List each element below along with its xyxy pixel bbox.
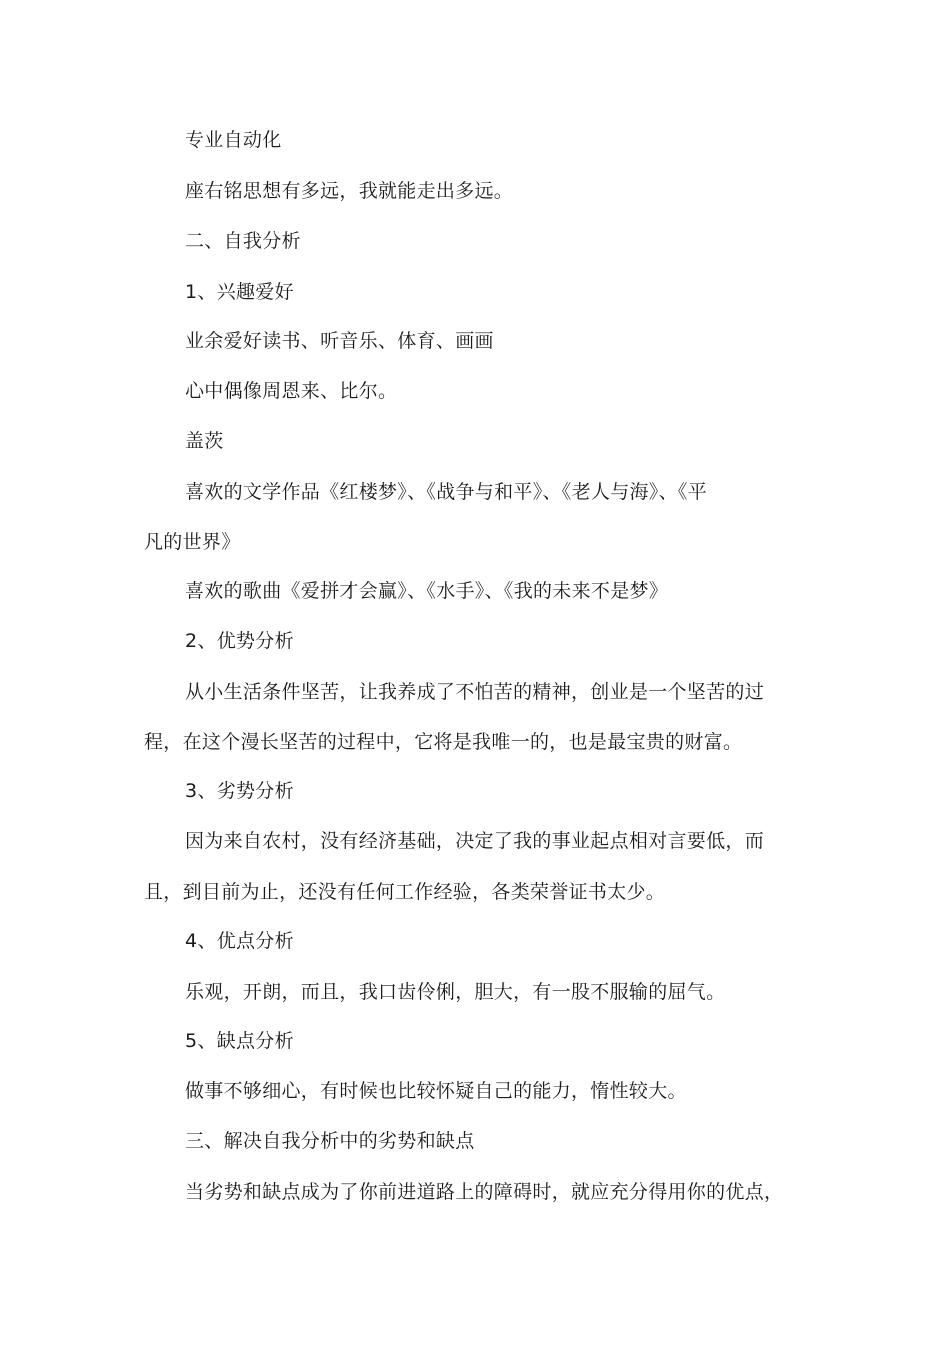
section-heading-self-analysis: 二、自我分析 (185, 230, 301, 252)
motto-line: 座右铭思想有多远，我就能走出多远。 (185, 180, 514, 202)
strengths-paragraph-line-2: 程，在这个漫长坚苦的过程中，它将是我唯一的，也是最宝贵的财富。 (144, 731, 743, 753)
subheading-interests: 1、兴趣爱好 (185, 281, 294, 303)
subheading-strengths: 2、优势分析 (185, 630, 294, 652)
subheading-shortcomings: 5、缺点分析 (185, 1030, 294, 1052)
weaknesses-paragraph-line-2: 且，到目前为止，还没有任何工作经验，各类荣誉证书太少。 (144, 881, 666, 903)
shortcomings-line: 做事不够细心，有时候也比较怀疑自己的能力，惰性较大。 (185, 1080, 687, 1102)
idol-continuation-line: 盖茨 (185, 430, 224, 452)
subheading-weaknesses: 3、劣势分析 (185, 780, 294, 802)
merits-line: 乐观，开朗，而且，我口齿伶俐，胆大，有一股不服输的屈气。 (185, 981, 726, 1003)
weaknesses-paragraph-line-1: 因为来自农村，没有经济基础，决定了我的事业起点相对言要低，而 (185, 830, 765, 852)
hobbies-line: 业余爱好读书、听音乐、体育、画画 (185, 330, 494, 352)
solutions-paragraph-line-1: 当劣势和缺点成为了你前进道路上的障碍时，就应充分得用你的优点， (185, 1181, 784, 1203)
major-line: 专业自动化 (185, 129, 282, 151)
literature-line: 喜欢的文学作品《红楼梦》、《战争与和平》、《老人与海》、《平 (185, 481, 708, 503)
strengths-paragraph-line-1: 从小生活条件坚苦，让我养成了不怕苦的精神，创业是一个坚苦的过 (185, 681, 765, 703)
songs-line: 喜欢的歌曲《爱拼才会赢》、《水手》、《我的未来不是梦》 (185, 580, 669, 602)
section-heading-solutions: 三、解决自我分析中的劣势和缺点 (185, 1130, 475, 1152)
subheading-merits: 4、优点分析 (185, 930, 294, 952)
idol-line: 心中偶像周恩来、比尔。 (185, 380, 398, 402)
literature-continuation-line: 凡的世界》 (144, 531, 241, 553)
